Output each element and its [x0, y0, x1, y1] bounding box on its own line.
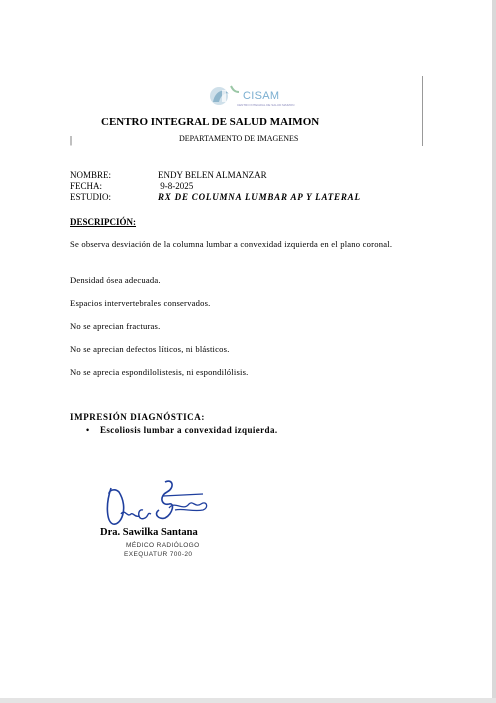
department-title: DEPARTAMENTO DE IMAGENES	[179, 134, 299, 143]
page-edge-bottom	[0, 698, 496, 703]
margin-line	[422, 76, 423, 146]
doctor-name: Dra. Sawilka Santana	[100, 527, 198, 538]
doctor-exequatur: EXEQUATUR 700-20	[124, 551, 193, 558]
description-paragraph: No se aprecian defectos líticos, ni blásticos.	[70, 344, 230, 354]
name-value: ENDY BELEN ALMANZAR	[158, 170, 267, 180]
name-label: NOMBRE:	[70, 170, 112, 180]
study-label: ESTUDIO:	[70, 192, 111, 202]
study-value: RX DE COLUMNA LUMBAR AP Y LATERAL	[158, 192, 361, 202]
impression-heading: IMPRESIÓN DIAGNÓSTICA:	[70, 412, 205, 422]
page-edge	[492, 0, 496, 703]
description-paragraph: Espacios intervertebrales conservados.	[70, 298, 211, 308]
date-label: FECHA:	[70, 181, 103, 191]
logo-subtitle: CENTRO INTEGRAL DE SALUD MAIMON	[237, 103, 295, 107]
impression-text: Escoliosis lumbar a convexidad izquierda.	[100, 425, 278, 435]
patient-name-row	[70, 170, 267, 180]
description-paragraph: Se observa desviación de la columna lumbar a convexidad izquierda en el plano coronal.	[70, 239, 393, 249]
study-row	[70, 192, 361, 202]
handwritten-signature	[103, 478, 213, 528]
impression-item	[86, 425, 278, 435]
description-heading: DESCRIPCIÓN:	[70, 217, 137, 227]
description-paragraph: No se aprecian fracturas.	[70, 321, 161, 331]
description-paragraph: No se aprecia espondilolistesis, ni espondilólisis.	[70, 367, 249, 377]
date-value: 9-8-2025	[158, 181, 194, 191]
doctor-role: MÉDICO RADIÓLOGO	[126, 542, 200, 549]
clinic-title: CENTRO INTEGRAL DE SALUD MAIMON	[101, 116, 320, 128]
description-paragraph: Densidad ósea adecuada.	[70, 275, 161, 285]
date-row	[70, 181, 193, 191]
logo-text: CISAM	[243, 90, 280, 102]
bullet-icon: •	[86, 425, 90, 435]
text-cursor: |	[70, 135, 73, 146]
